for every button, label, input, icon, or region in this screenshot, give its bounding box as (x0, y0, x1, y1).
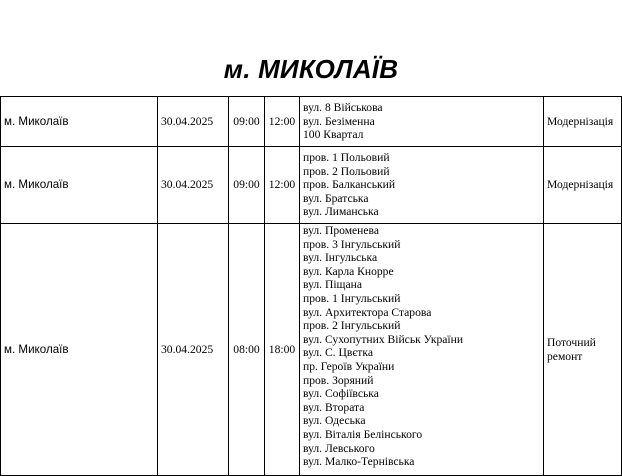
street-item: вул. Карла Кнорре (303, 264, 394, 278)
end-time-cell: 18:00 (265, 224, 300, 476)
date-cell: 30.04.2025 (158, 147, 229, 224)
date-cell: 30.04.2025 (158, 97, 229, 147)
street-item: вул. С. Цвєтка (303, 346, 373, 360)
work-type-text: Модернізація (547, 178, 614, 192)
street-item: вул. Безіменна (303, 114, 375, 128)
street-item: вул. Сухопутних Військ України (303, 332, 464, 346)
street-item: пров. 3 Інгульський (303, 237, 401, 251)
work-type-text: ремонт (547, 349, 583, 363)
street-item: вул. Братська (303, 191, 369, 205)
work-type-cell (544, 97, 622, 147)
street-item: вул. Малко-Тернівська (303, 455, 415, 469)
outage-schedule-table (0, 96, 622, 476)
street-item: вул. Одеська (303, 414, 366, 428)
city-cell: м. Миколаїв (1, 147, 158, 224)
street-item: вул. Втората (303, 400, 365, 414)
end-time-cell: 12:00 (265, 147, 300, 224)
streets-cell (300, 147, 544, 224)
streets-cell (300, 224, 544, 476)
table-row (1, 224, 622, 476)
street-item: пров. Балканський (303, 178, 396, 192)
street-item: вул. Інгульська (303, 251, 378, 265)
work-type-cell (544, 224, 622, 476)
page-title: м. МИКОЛАЇВ (223, 54, 399, 84)
street-item: 100 Квартал (303, 128, 364, 142)
street-item: вул. Софіївська (303, 387, 379, 401)
city-cell: м. Миколаїв (1, 224, 158, 476)
work-type-cell (544, 147, 622, 224)
street-item: вул. Віталія Белінського (303, 427, 423, 441)
start-time-cell: 09:00 (229, 147, 265, 224)
date-cell: 30.04.2025 (158, 224, 229, 476)
street-item: вул. Лиманська (303, 205, 379, 219)
table-row (1, 147, 622, 224)
street-item: вул. Архитектора Старова (303, 305, 432, 319)
street-item: вул. Левського (303, 441, 375, 455)
street-item: пров. 1 Інгульський (303, 291, 401, 305)
street-item: вул. Піщана (303, 278, 362, 292)
street-item: пр. Героїв України (303, 359, 395, 373)
end-time-cell: 12:00 (265, 97, 300, 147)
city-cell: м. Миколаїв (1, 97, 158, 147)
work-type-text: Поточний (547, 335, 596, 349)
street-item: вул. 8 Військова (303, 101, 383, 115)
street-item: вул. Променева (303, 224, 379, 237)
street-item: пров. 2 Польовий (303, 164, 390, 178)
streets-cell (300, 97, 544, 147)
start-time-cell: 09:00 (229, 97, 265, 147)
table-row (1, 97, 622, 147)
street-item: пров. 1 Польовий (303, 151, 390, 165)
street-item: пров. Зоряний (303, 373, 374, 387)
street-item: пров. 2 Інгульський (303, 319, 401, 333)
start-time-cell: 08:00 (229, 224, 265, 476)
work-type-text: Модернізація (547, 114, 614, 128)
